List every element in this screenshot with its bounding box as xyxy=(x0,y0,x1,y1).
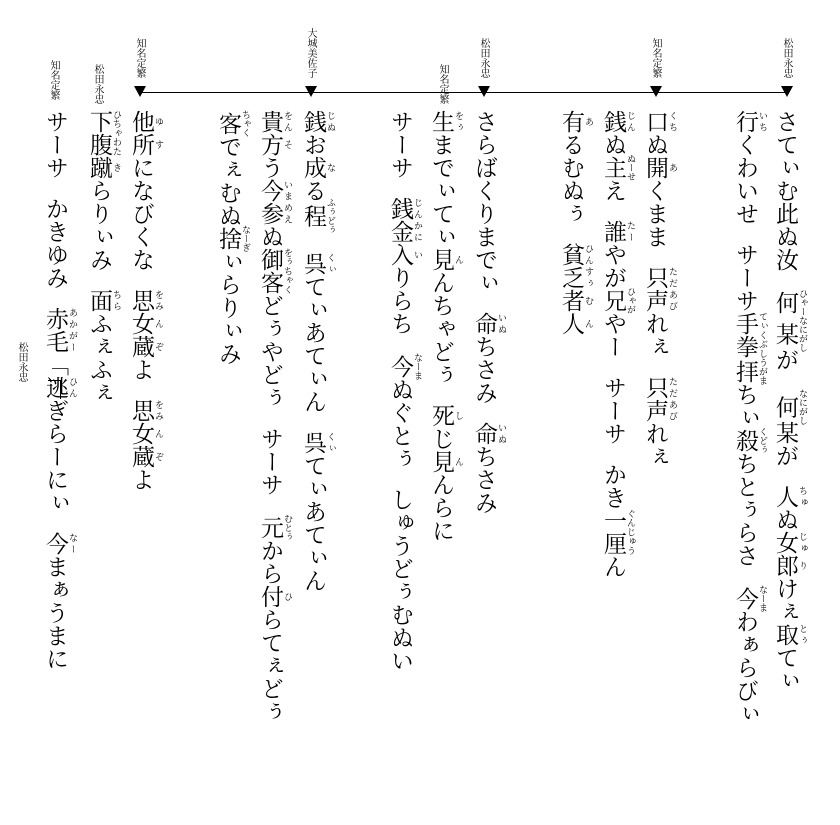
lyric-text: さてぃむ此ぬ汝 xyxy=(772,110,798,271)
ruby-reading: てぃくぶし xyxy=(757,312,767,358)
speaker-arrow-2 xyxy=(650,86,662,97)
ruby-word: 何 ひゃー xyxy=(772,289,807,316)
ruby-word: 貧 ひん xyxy=(558,243,593,266)
ruby-word: 元 むとぅ xyxy=(257,514,292,541)
ruby-reading: いぬ xyxy=(496,312,506,335)
ruby-word: 銭 じん xyxy=(600,110,635,133)
lyric-text: サーサ xyxy=(387,110,413,179)
ruby-reading: かに xyxy=(412,220,422,243)
lyric-text: が xyxy=(772,348,798,371)
lyric-text: るむぬぅ xyxy=(558,133,584,225)
ruby-word: 一厘 ぐんじゅう xyxy=(600,509,635,555)
ruby-reading: ひちゃわた xyxy=(111,110,121,156)
ruby-word: 参 めえ xyxy=(257,202,292,225)
ruby-word: 開 あ xyxy=(642,156,677,179)
lyric-line xyxy=(558,110,593,335)
ruby-reading: をみ xyxy=(153,289,163,312)
lyric-text: る xyxy=(300,179,326,202)
lyric-line xyxy=(215,110,250,365)
lyric-text: サーサ xyxy=(42,110,68,179)
lyric-text: え xyxy=(600,179,626,202)
ruby-reading: をぅちゃく xyxy=(282,248,292,294)
ruby-word: 逃 ひん xyxy=(42,376,77,399)
ruby-reading: くぃ xyxy=(325,431,335,454)
lyric-line xyxy=(642,110,677,468)
lyric-text: てぃあてぃん xyxy=(300,275,326,413)
ruby-reading: なにがし xyxy=(797,389,807,425)
lyric-line xyxy=(471,110,506,514)
lyric-text: やが xyxy=(600,243,626,289)
lyric-line xyxy=(772,110,807,692)
ruby-word: 命 いぬ xyxy=(471,312,506,335)
lyric-text: れぇ xyxy=(642,312,668,358)
lyric-text: さらばくりまでぃ xyxy=(471,110,497,294)
ruby-reading: むとぅ xyxy=(282,514,292,541)
lyric-text: ぃらりぃみ xyxy=(215,250,241,365)
ruby-word: 成 な xyxy=(300,156,335,179)
speaker-label: 大城美佐子 xyxy=(305,28,316,78)
lyric-text: ぬ xyxy=(257,225,283,248)
ruby-word: 手拳 てぃくぶし xyxy=(732,312,767,358)
lyric-text: よ xyxy=(128,358,154,381)
ruby-word: 見 ん xyxy=(428,450,463,473)
lyric-line xyxy=(387,110,422,672)
lyric-text: てぃあてぃん xyxy=(300,454,326,592)
lyric-text: う xyxy=(257,156,283,179)
lyric-text: んらに xyxy=(428,473,454,542)
ruby-reading: り xyxy=(797,554,807,577)
ruby-reading: ちら xyxy=(111,289,121,312)
ruby-word: 只 ただ xyxy=(642,266,677,289)
lyric-text: サーサ xyxy=(257,427,283,496)
ruby-reading: すぅ xyxy=(583,266,593,289)
lyric-line xyxy=(257,110,292,723)
ruby-word: 何 なにがし xyxy=(772,389,807,425)
ruby-word: 郎 り xyxy=(772,554,807,577)
ruby-reading: いぬ xyxy=(496,422,506,445)
ruby-reading: めえ xyxy=(282,202,292,225)
ruby-word: 口 くち xyxy=(642,110,677,133)
lyric-text: どぅやどぅ xyxy=(257,294,283,409)
ruby-reading: くぃ xyxy=(325,252,335,275)
ruby-reading: ん xyxy=(453,248,463,271)
lyric-text: 某が xyxy=(772,421,798,467)
speaker-arrow-4 xyxy=(305,86,317,97)
ruby-reading: じん xyxy=(625,110,635,133)
lyric-text: ちさみ xyxy=(471,335,497,404)
lyric-text: ちぃ xyxy=(732,383,758,429)
ruby-word: 蹴 き xyxy=(86,156,121,179)
ruby-reading: くち xyxy=(667,110,677,133)
ruby-reading: ん xyxy=(153,312,163,335)
ruby-reading: ん xyxy=(153,422,163,445)
ruby-word: 銭 じぬ xyxy=(300,110,335,133)
ruby-word: 乏 すぅ xyxy=(558,266,593,289)
ruby-word: 生 をぅ xyxy=(428,110,463,133)
speaker-arrow-1 xyxy=(781,86,793,97)
ruby-word: 只 ただ xyxy=(642,376,677,399)
ruby-reading: なー xyxy=(67,532,77,555)
lyric-text: でぇむぬ xyxy=(215,135,241,227)
lyric-text: から xyxy=(257,539,283,585)
ruby-word: 銭 じん xyxy=(387,197,422,220)
ruby-word: 拝 うがま xyxy=(732,358,767,385)
ruby-reading: あ xyxy=(667,156,677,179)
lyric-text: かき xyxy=(600,463,626,509)
ruby-reading: ん xyxy=(453,450,463,473)
ruby-word: 思 をみ xyxy=(128,399,163,422)
ruby-reading: ひん xyxy=(67,376,77,399)
lyric-text: ぬぐとぅ xyxy=(387,378,413,470)
lyric-text: になびくな xyxy=(128,156,154,271)
ruby-reading: とぅ xyxy=(797,623,807,646)
speaker-label: 松田永忠 xyxy=(478,38,489,78)
ruby-word: 兄 ひゃが xyxy=(600,287,635,314)
ruby-word: 今 なー xyxy=(42,532,77,555)
ruby-reading: ぬーせ xyxy=(625,154,635,181)
ruby-reading: あび xyxy=(667,289,677,312)
ruby-word: 有 あ xyxy=(558,110,593,133)
lyric-text: 「 xyxy=(42,353,68,376)
ruby-word: 者 む xyxy=(558,289,593,312)
ruby-word: 主 ぬーせ xyxy=(600,154,635,181)
lyric-text: ぬ xyxy=(642,133,668,156)
speaker-timeline xyxy=(140,92,788,93)
ruby-word: 所 す xyxy=(128,133,163,156)
lyric-text: サーサ xyxy=(600,376,626,445)
ruby-reading: す xyxy=(153,133,163,156)
lyric-text: ちさみ xyxy=(471,445,497,514)
ruby-word: 誰 たー xyxy=(600,220,635,243)
ruby-word: 下腹 ひちゃわた xyxy=(86,110,121,156)
lyric-text: んちゃどぅ xyxy=(428,271,454,386)
ruby-word: 殺 くどぅ xyxy=(732,427,767,454)
ruby-reading: ひん xyxy=(583,243,593,266)
speaker-label: 知名定繁 xyxy=(48,60,59,100)
ruby-word: 某 なにがし xyxy=(772,316,807,352)
lyric-line xyxy=(428,110,463,542)
lyric-text: くまま xyxy=(642,179,668,248)
ruby-word: 女 じゅ xyxy=(772,531,807,554)
speaker-label: 知名定繁 xyxy=(650,38,661,78)
ruby-word: 方 そ xyxy=(257,133,292,156)
ruby-reading: じん xyxy=(412,197,422,220)
lyric-text: らてぇどぅ xyxy=(257,608,283,723)
lyric-line xyxy=(732,110,767,725)
lyric-text: けぇ xyxy=(772,577,798,623)
ruby-word: 今 いま xyxy=(257,179,292,202)
ruby-reading: あかがー xyxy=(67,307,77,353)
ruby-reading: し xyxy=(453,404,463,427)
ruby-reading: ちゅ xyxy=(797,485,807,508)
ruby-word: 蔵 ぞ xyxy=(128,335,163,358)
lyric-text: までぃてぃ xyxy=(428,133,454,248)
speaker-arrow-3 xyxy=(478,86,490,97)
ruby-reading: ひゃが xyxy=(625,287,635,314)
ruby-word: 今 なーま xyxy=(387,353,422,380)
lyric-text: らりぃみ xyxy=(86,179,112,271)
speaker-label: 知名定繁 xyxy=(437,64,448,104)
ruby-reading: ただ xyxy=(667,266,677,289)
ruby-word: 見 ん xyxy=(428,248,463,271)
ruby-reading: ぞ xyxy=(153,335,163,358)
ruby-reading: ひ xyxy=(282,585,292,608)
ruby-word: 取 とぅ xyxy=(772,623,807,646)
lyric-text: サーサ xyxy=(732,243,758,312)
lyric-text: よ xyxy=(128,468,154,491)
lyric-text: てぃ xyxy=(772,646,798,692)
lyric-text: かきゆみ xyxy=(42,197,68,289)
ruby-word: 客 ちゃく xyxy=(215,110,250,137)
ruby-reading: をみ xyxy=(153,399,163,422)
ruby-word: 面 ちら xyxy=(86,289,121,312)
ruby-word: 声 あび xyxy=(642,399,677,422)
lyric-text: お xyxy=(300,133,326,156)
ruby-word: 死 し xyxy=(428,404,463,427)
lyric-text: ちとぅらさ xyxy=(732,452,758,567)
ruby-reading: をぅ xyxy=(453,110,463,133)
speaker-label: 松田永忠 xyxy=(16,342,27,382)
ruby-word: 金 かに xyxy=(387,220,422,243)
lyric-line xyxy=(600,110,635,578)
ruby-reading: たー xyxy=(625,220,635,243)
lyric-text: くわいせ xyxy=(732,133,758,225)
ruby-reading: なーま xyxy=(757,585,767,612)
ruby-reading: あび xyxy=(667,399,677,422)
ruby-reading: そ xyxy=(282,133,292,156)
ruby-reading: なにがし xyxy=(797,316,807,352)
ruby-reading: あ xyxy=(583,110,593,133)
lyric-text: しゅうどぅむぬい xyxy=(387,488,413,672)
speaker-label: 松田永忠 xyxy=(781,38,792,78)
ruby-reading: じぬ xyxy=(325,110,335,133)
ruby-word: 今 なーま xyxy=(732,585,767,612)
lyric-text: まぁうまに xyxy=(42,555,68,670)
speaker-arrow-5 xyxy=(134,86,146,97)
ruby-reading: じゅ xyxy=(797,531,807,554)
ruby-reading: いち xyxy=(757,110,767,133)
ruby-word: 行 いち xyxy=(732,110,767,133)
ruby-reading: ひゃー xyxy=(797,289,807,316)
ruby-reading: な xyxy=(325,156,335,179)
ruby-reading: なーま xyxy=(412,353,422,380)
lyric-text: ん xyxy=(600,555,626,578)
ruby-reading: ゆ xyxy=(153,110,163,133)
ruby-word: 程 ふぅどぅ xyxy=(300,198,335,234)
ruby-reading: をん xyxy=(282,110,292,133)
ruby-word: 他 ゆ xyxy=(128,110,163,133)
ruby-reading: い xyxy=(412,243,422,266)
lyric-line xyxy=(128,110,163,491)
ruby-word: 人 ちゅ xyxy=(772,485,807,508)
ruby-word: 入 い xyxy=(387,243,422,266)
ruby-reading: ちゃく xyxy=(240,110,250,137)
lyric-text: りらち xyxy=(387,266,413,335)
ruby-word: 命 いぬ xyxy=(471,422,506,445)
ruby-word: 女 ん xyxy=(128,312,163,335)
ruby-word: 呉 くぃ xyxy=(300,252,335,275)
lyric-line xyxy=(42,110,77,670)
ruby-word: 付 ひ xyxy=(257,585,292,608)
ruby-reading: ん xyxy=(583,312,593,335)
ruby-word: 赤毛 あかがー xyxy=(42,307,77,353)
ruby-word: 女 ん xyxy=(128,422,163,445)
ruby-reading: うがま xyxy=(757,358,767,385)
ruby-word: 蔵 ぞ xyxy=(128,445,163,468)
ruby-word: 呉 くぃ xyxy=(300,431,335,454)
ruby-reading: くどぅ xyxy=(757,427,767,454)
lyric-text: ふぇふぇ xyxy=(86,312,112,404)
ruby-word: 貴 をん xyxy=(257,110,292,133)
speaker-label: 知名定繁 xyxy=(134,38,145,78)
lyric-text: じ xyxy=(428,427,454,450)
lyric-text: ぬ xyxy=(772,508,798,531)
ruby-reading: ぞ xyxy=(153,445,163,468)
ruby-word: 思 をみ xyxy=(128,289,163,312)
speaker-label: 松田永忠 xyxy=(92,64,103,104)
ruby-reading: む xyxy=(583,289,593,312)
ruby-word: 捨 なーぎ xyxy=(215,225,250,252)
lyric-text: れぇ xyxy=(642,422,668,468)
lyric-text: わぁらびぃ xyxy=(732,610,758,725)
ruby-reading: き xyxy=(111,156,121,179)
lyric-line xyxy=(86,110,121,404)
lyric-line xyxy=(300,110,335,592)
ruby-reading: ぐんじゅう xyxy=(625,509,635,555)
ruby-reading: いま xyxy=(282,179,292,202)
ruby-word: 声 あび xyxy=(642,289,677,312)
ruby-reading: なーぎ xyxy=(240,225,250,252)
ruby-reading: ただ xyxy=(667,376,677,399)
ruby-word: 人 ん xyxy=(558,312,593,335)
lyric-text: やー xyxy=(600,312,626,358)
lyric-text: ぎらーにぃ xyxy=(42,399,68,514)
ruby-reading: ふぅどぅ xyxy=(325,198,335,234)
ruby-word: 御客 をぅちゃく xyxy=(257,248,292,294)
lyric-text: ぬ xyxy=(600,133,626,156)
